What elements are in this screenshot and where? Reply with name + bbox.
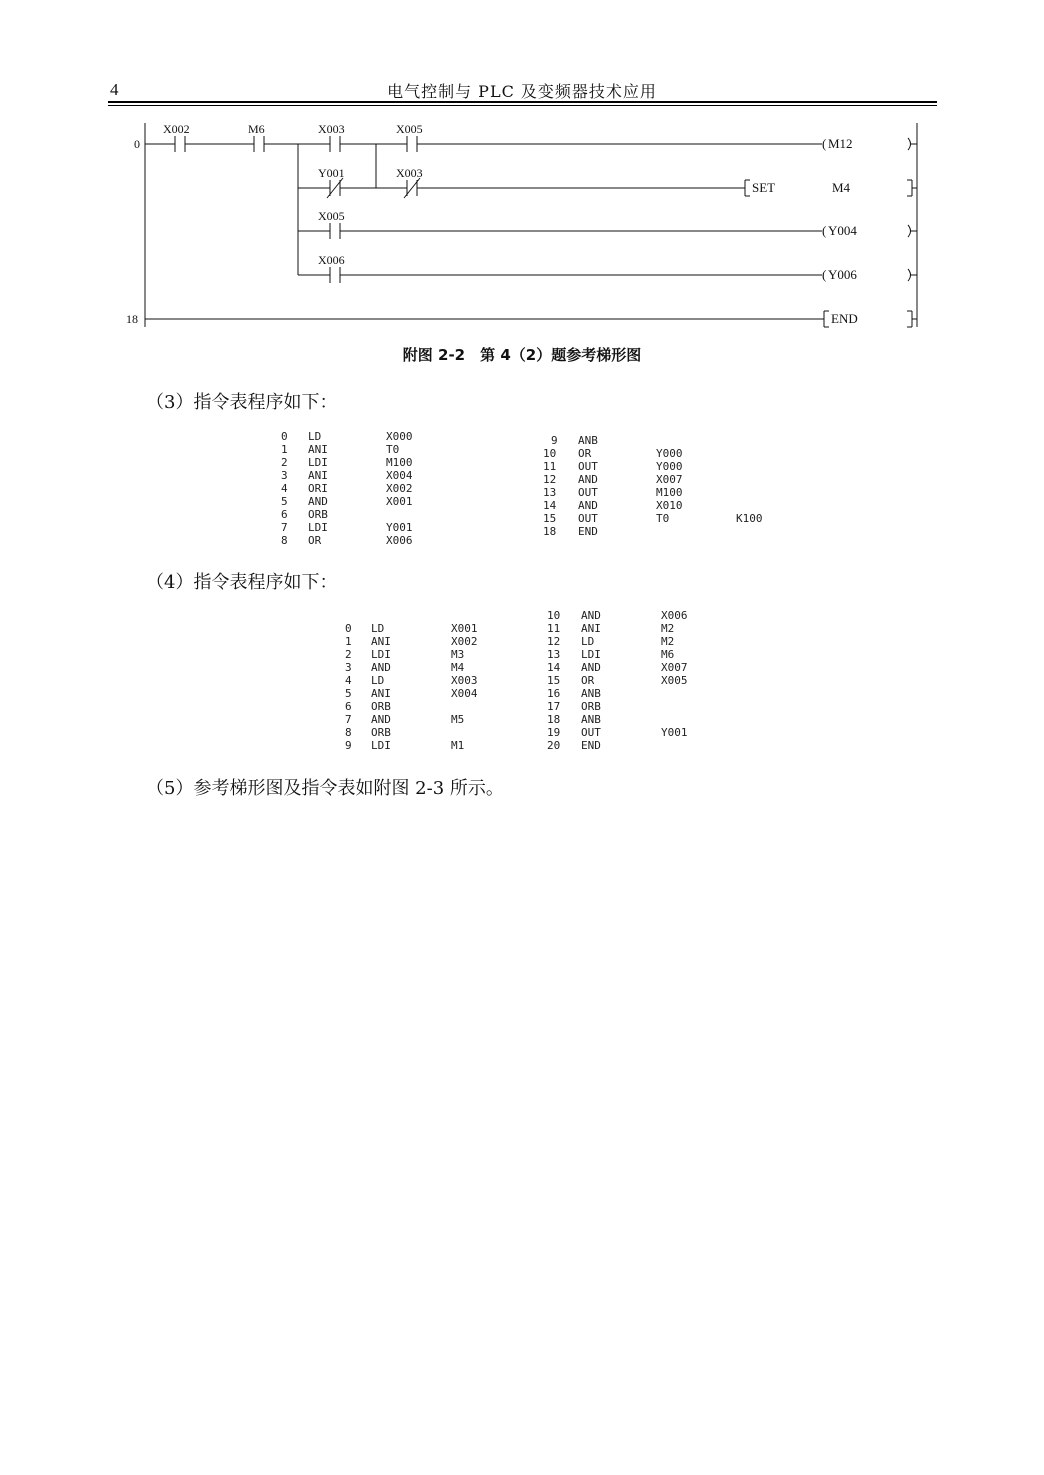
instruction-row: 6 ORB: [281, 508, 328, 521]
program3-left-column: [279, 430, 479, 547]
contact-label-x005-b: X005: [318, 209, 345, 223]
instruction-row: 9 LDI M1: [345, 739, 465, 752]
running-title: 电气控制与 PLC 及变频器技术应用: [387, 82, 657, 101]
contact-label-x006: X006: [318, 253, 345, 267]
instruction-row: 4 LD X003: [345, 674, 478, 687]
instr-label-end: END: [831, 311, 858, 326]
instruction-row: 10 AND X006: [547, 609, 688, 622]
contact-label-m6: M6: [248, 122, 265, 136]
instruction-row: 13 OUT M100: [543, 486, 683, 499]
program3-right-column: [541, 434, 801, 538]
figure-caption: 附图 2-2 第 4（2）题参考梯形图: [402, 346, 642, 364]
instr-label-set: SET: [752, 180, 776, 195]
instruction-row: 2 LDI M100: [281, 456, 413, 469]
instruction-row: 5 ANI X004: [345, 687, 478, 700]
instruction-row: 10 OR Y000: [543, 447, 683, 460]
instruction-row: 15 OUT T0 K100: [543, 512, 763, 525]
instruction-row: 2 LDI M3: [345, 648, 465, 661]
instruction-row: 12 AND X007: [543, 473, 683, 486]
instruction-row: 16 ANB: [547, 687, 601, 700]
instruction-row: 18 END: [543, 525, 598, 538]
coil-label-m12: M12: [828, 136, 853, 151]
coil-open-m12: (: [822, 136, 827, 151]
instruction-row: 9 ANB: [551, 434, 598, 447]
instruction-row: 3 ANI X004: [281, 469, 413, 482]
instruction-row: 7 LDI Y001: [281, 521, 413, 534]
instruction-row: 0 LD X001: [345, 622, 478, 635]
instruction-row: 19 OUT Y001: [547, 726, 688, 739]
instruction-row: 8 OR X006: [281, 534, 413, 547]
contact-label-x003-nc: X003: [396, 166, 423, 180]
instruction-row: 1 ANI T0: [281, 443, 400, 456]
instruction-row: 0 LD X000: [281, 430, 413, 443]
instruction-row: 12 LD M2: [547, 635, 675, 648]
instruction-row: 15 OR X005: [547, 674, 688, 687]
instruction-row: 3 AND M4: [345, 661, 465, 674]
instruction-row: 13 LDI M6: [547, 648, 675, 661]
program4-left-column: [343, 622, 523, 752]
instruction-row: 11 OUT Y000: [543, 460, 683, 473]
coil-open-y006: (: [822, 267, 827, 282]
ladder-diagram: [0, 0, 1044, 340]
instruction-row: 8 ORB: [345, 726, 391, 739]
rung-number-0: 0: [134, 137, 140, 151]
section-5-paragraph: （5）参考梯形图及指令表如附图 2-3 所示。: [146, 778, 504, 799]
contact-label-x003: X003: [318, 122, 345, 136]
section-3-heading: （3）指令表程序如下：: [146, 392, 338, 413]
section-4-heading: （4）指令表程序如下：: [146, 572, 338, 593]
instruction-row: 17 ORB: [547, 700, 601, 713]
coil-label-y004: Y004: [828, 223, 857, 238]
contact-label-x002: X002: [163, 122, 190, 136]
instruction-row: 1 ANI X002: [345, 635, 478, 648]
instr-operand-m4: M4: [832, 180, 851, 195]
instruction-row: 4 ORI X002: [281, 482, 413, 495]
contact-label-y001: Y001: [318, 166, 345, 180]
contact-label-x005: X005: [396, 122, 423, 136]
instruction-row: 11 ANI M2: [547, 622, 675, 635]
instruction-row: 18 ANB: [547, 713, 601, 726]
instruction-row: 6 ORB: [345, 700, 391, 713]
instruction-row: 5 AND X001: [281, 495, 413, 508]
program4-right-column: [545, 609, 725, 752]
instruction-row: 14 AND X010: [543, 499, 683, 512]
coil-label-y006: Y006: [828, 267, 857, 282]
page-number: 4: [110, 80, 119, 99]
instruction-row: 7 AND M5: [345, 713, 465, 726]
instruction-row: 14 AND X007: [547, 661, 688, 674]
instruction-row: 20 END: [547, 739, 601, 752]
rung-number-18: 18: [126, 312, 138, 326]
coil-open-y004: (: [822, 223, 827, 238]
